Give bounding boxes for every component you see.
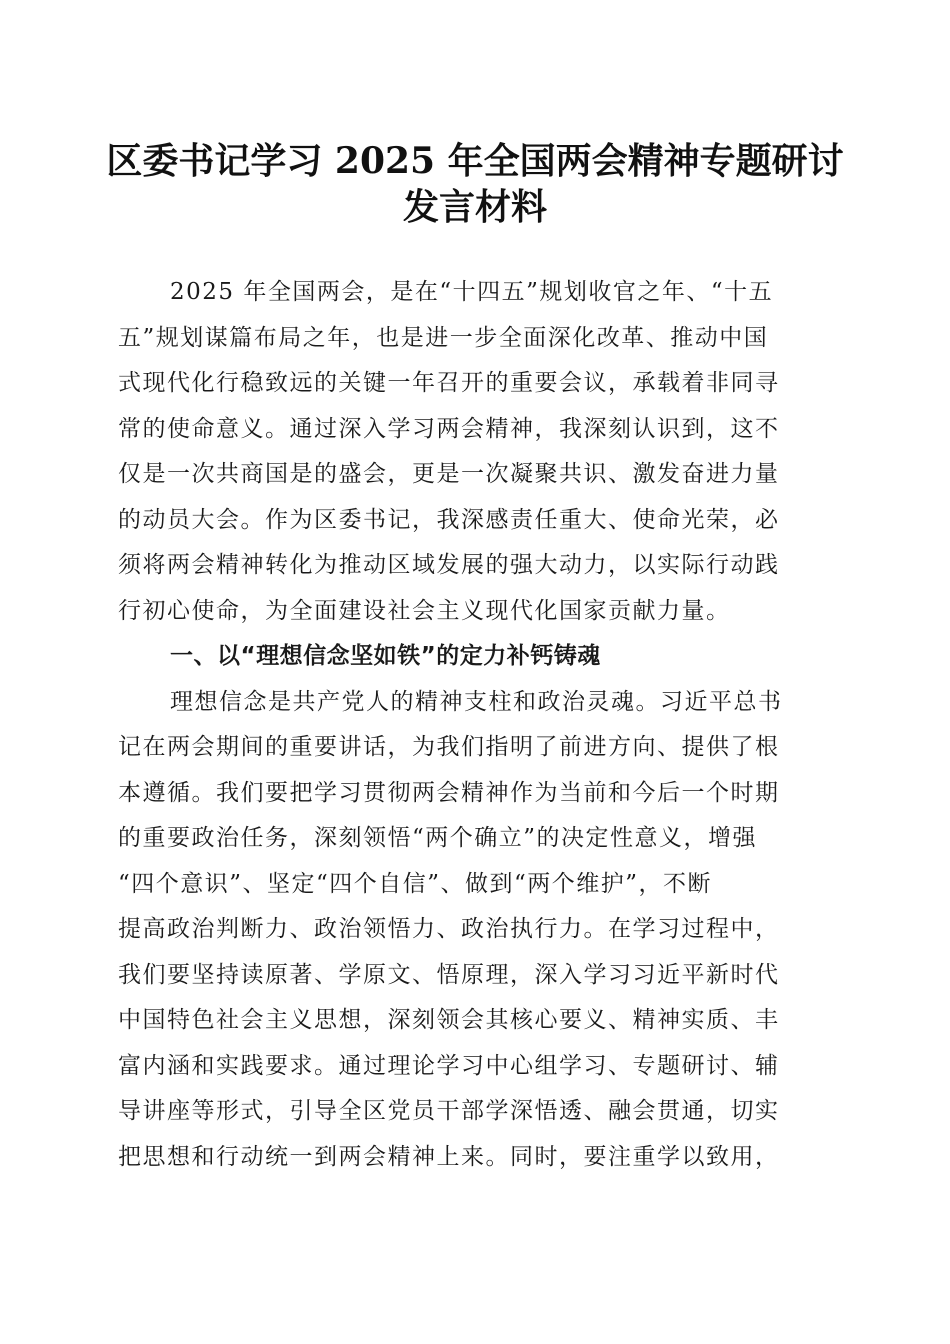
section-line: 理想信念是共产党人的精神支柱和政治灵魂。习近平总书	[170, 688, 783, 715]
section-line: 导讲座等形式，引导全区党员干部学深悟透、融会贯通，切实	[118, 1098, 780, 1124]
intro-line: 五”规划谋篇布局之年，也是进一步全面深化改革、推动中国	[118, 324, 769, 351]
document-body	[118, 270, 830, 1180]
section-line: 我们要坚持读原著、学原文、悟原理，深入学习习近平新时代	[118, 961, 780, 988]
intro-line: 的动员大会。作为区委书记，我深感责任重大、使命光荣，必	[118, 506, 780, 533]
section-heading: 一、以“理想信念坚如铁”的定力补钙铸魂	[170, 643, 601, 669]
section-line: 富内涵和实践要求。通过理论学习中心组学习、专题研讨、辅	[118, 1052, 780, 1079]
section-line: 记在两会期间的重要讲话，为我们指明了前进方向、提供了根	[118, 734, 780, 760]
intro-line: 仅是一次共商国是的盛会，更是一次凝聚共识、激发奋进力量	[118, 461, 780, 487]
intro-line: 常的使命意义。通过深入学习两会精神，我深刻认识到，这不	[118, 415, 780, 442]
intro-line: 式现代化行稳致远的关键一年召开的重要会议，承载着非同寻	[118, 370, 780, 396]
section-line: 的重要政治任务，深刻领悟“两个确立”的决定性意义，增强	[118, 825, 758, 851]
section-line: 中国特色社会主义思想，深刻领会其核心要义、精神实质、丰	[118, 1007, 780, 1033]
section-line: 提高政治判断力、政治领悟力、政治执行力。在学习过程中，	[118, 916, 780, 942]
section-line: “四个意识”、坚定“四个自信”、做到“两个维护”，不断	[118, 870, 713, 897]
intro-line: 2025 年全国两会，是在“十四五”规划收官之年、“十五	[170, 279, 774, 305]
intro-line: 行初心使命，为全面建设社会主义现代化国家贡献力量。	[118, 597, 731, 624]
section-line: 本遵循。我们要把学习贯彻两会精神作为当前和今后一个时期	[118, 779, 780, 806]
title-line-1: 区委书记学习 2025 年全国两会精神专题研讨	[106, 140, 844, 182]
title-line-2: 发言材料	[402, 186, 547, 228]
intro-line: 须将两会精神转化为推动区域发展的强大动力，以实际行动践	[118, 552, 780, 578]
document-title	[100, 138, 850, 230]
section-line: 把思想和行动统一到两会精神上来。同时，要注重学以致用，	[118, 1143, 780, 1170]
